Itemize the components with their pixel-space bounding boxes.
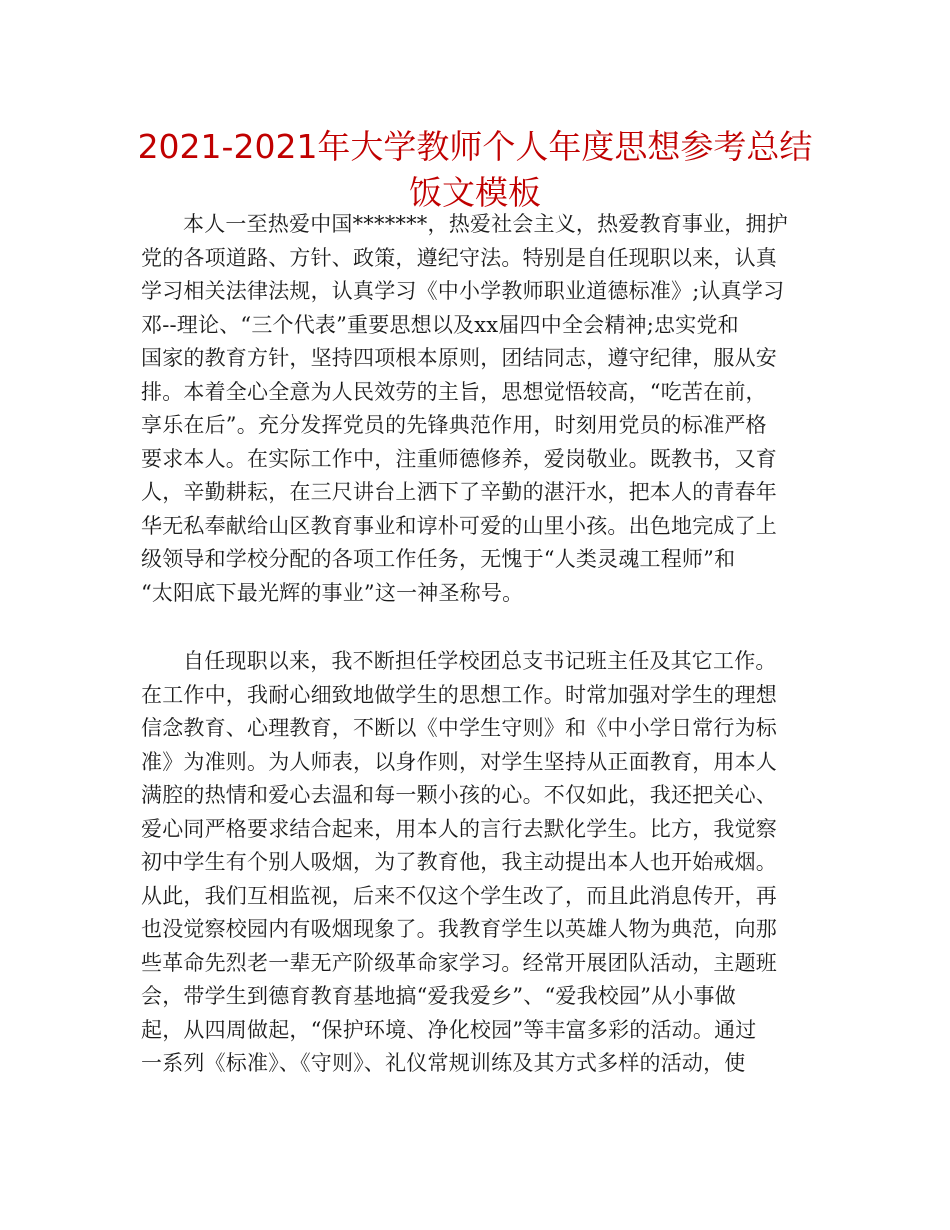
paragraph-line: 信念教育、心理教育，不断以《中学生守则》和《中小学日常行为标 <box>141 716 777 740</box>
document-title-line-2: 饭文模板 <box>409 173 541 212</box>
paragraph-line: 国家的教育方针，坚持四项根本原则，团结同志，遵守纪律，服从安 <box>141 346 777 370</box>
paragraph-2 <box>141 645 809 1081</box>
paragraph-line: 级领导和学校分配的各项工作任务，无愧于“人类灵魂工程师”和 <box>141 547 736 571</box>
paragraph-line: 邓--理论、“三个代表”重要思想以及xx届四中全会精神;忠实党和 <box>141 312 739 337</box>
paragraph-line: 也没觉察校园内有吸烟现象了。我教育学生以英雄人物为典范，向那 <box>141 917 777 941</box>
paragraph-line: 会，带学生到德育教育基地搞“爱我爱乡”、“爱我校园”从小事做 <box>141 984 736 1008</box>
paragraph-line: “太阳底下最光辉的事业”这一神圣称号。 <box>141 580 524 605</box>
paragraph-line: 享乐在后”。充分发挥党员的先锋典范作用，时刻用党员的标准严格 <box>141 413 767 437</box>
paragraph-line: 满腔的热情和爱心去温和每一颗小孩的心。不仅如此，我还把关心、 <box>141 783 777 807</box>
paragraph-line: 学习相关法律法规，认真学习《中小学教师职业道德标准》;认真学习 <box>141 279 785 303</box>
paragraph-line: 党的各项道路、方针、政策，遵纪守法。特别是自任现职以来，认真 <box>141 245 777 270</box>
paragraph-line: 起，从四周做起，“保护环境、净化校园”等丰富多彩的活动。通过 <box>141 1017 757 1042</box>
paragraph-line: 华无私奉献给山区教育事业和谆朴可爱的山里小孩。出色地完成了上 <box>141 513 777 538</box>
paragraph-1 <box>141 208 809 610</box>
paragraph-line: 爱心同严格要求结合起来，用本人的言行去默化学生。比方，我觉察 <box>141 816 777 841</box>
paragraph-line: 初中学生有个别人吸烟，为了教育他，我主动提出本人也开始戒烟。 <box>141 850 777 874</box>
paragraph-line: 要求本人。在实际工作中，注重师德修养，爱岗敬业。既教书，又育 <box>141 446 777 471</box>
paragraph-line: 准》为准则。为人师表，以身作则，对学生坚持从正面教育，用本人 <box>141 749 777 774</box>
paragraph-line: 本人一至热爱中国*******，热爱社会主义，热爱教育事业，拥护 <box>183 212 788 236</box>
paragraph-line: 些革命先烈老一辈无产阶级革命家学习。经常开展团队活动，主题班 <box>141 950 777 975</box>
document-title-line-1: 2021-2021年大学教师个人年度思想参考总结 <box>137 127 813 166</box>
paragraph-line: 人，辛勤耕耘，在三尺讲台上洒下了辛勤的湛汗水，把本人的青春年 <box>141 480 777 504</box>
paragraph-line: 自任现职以来，我不断担任学校团总支书记班主任及其它工作。 <box>183 649 777 673</box>
paragraph-line: 一系列《标准》、《守则》、礼仪常规训练及其方式多样的活动，使 <box>141 1051 746 1075</box>
paragraph-line: 从此，我们互相监视，后来不仅这个学生改了，而且此消息传开，再 <box>141 883 777 908</box>
paragraph-line: 排。本着全心全意为人民效劳的主旨，思想觉悟较高，“吃苦在前， <box>141 379 767 404</box>
paragraph-line: 在工作中，我耐心细致地做学生的思想工作。时常加强对学生的理想 <box>141 682 777 707</box>
